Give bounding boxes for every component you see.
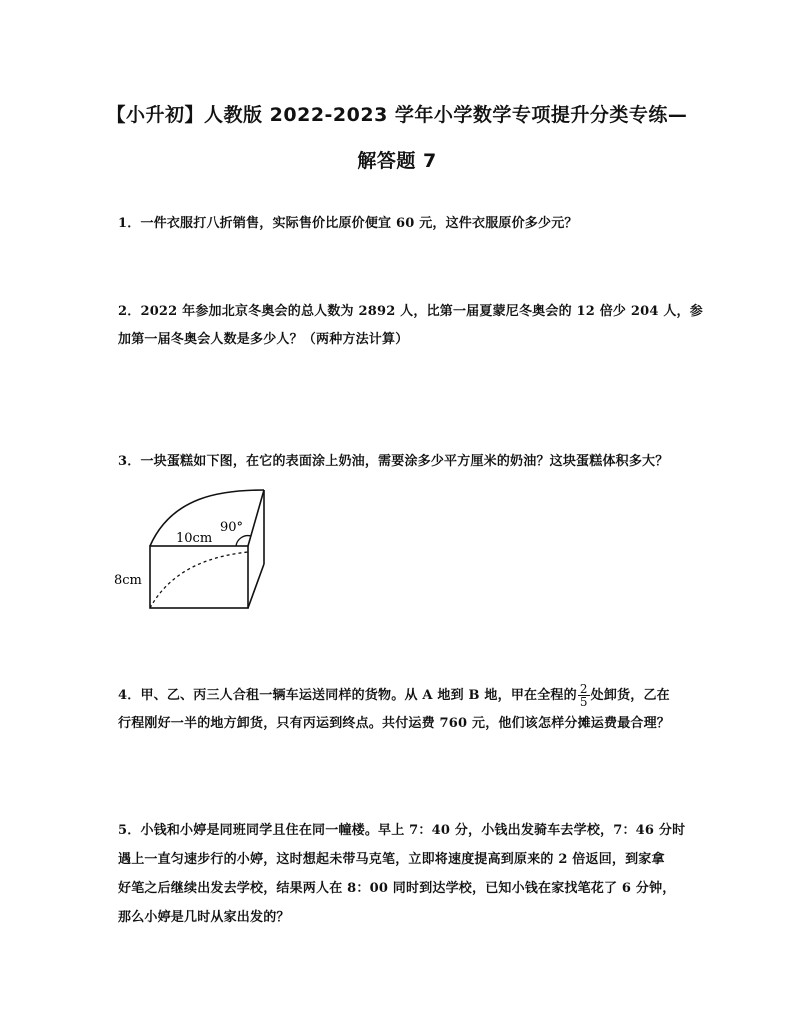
cake-figure (112, 486, 282, 616)
page-title-line-2: 解答题 7 (357, 150, 437, 172)
question-3 (118, 448, 688, 476)
question-5-text-line-4: 那么小婷是几时从家出发的？ (118, 910, 290, 925)
question-4-text-after-fraction: 处卸货，乙在 (590, 688, 670, 703)
page-title-line-1: 【小升初】人教版 2022-2023 学年小学数学专项提升分类专练— (106, 104, 688, 126)
question-1-text: 1．一件衣服打八折销售，实际售价比原价便宜 60 元，这件衣服原价多少元？ (118, 216, 578, 231)
question-4-text-line-1 (118, 682, 688, 710)
quarter-cylinder-cake-diagram (112, 486, 282, 616)
question-5-text-line-2: 遇上一直匀速步行的小婷，这时想起未带马克笔，立即将速度提高到原来的 2 倍返回，到家拿 (118, 852, 665, 867)
question-1 (118, 210, 688, 238)
cake-hidden-arc (150, 552, 248, 608)
question-5 (118, 816, 688, 932)
question-4-text-line-2: 行程刚好一半的地方卸货，只有丙运到终点。共付运费 760 元，他们该怎样分摊运费最合理？ (118, 716, 670, 731)
cake-front-face (150, 546, 248, 608)
question-5-text-line-3: 好笔之后继续出发去学校，结果两人在 8：00 同时到达学校，已知小钱在家找笔花了 6 分钟， (118, 881, 676, 896)
cake-bottom-slant-edge (248, 564, 264, 608)
fraction-denominator: 5 (579, 695, 588, 709)
radius-label: 10cm (176, 531, 213, 546)
angle-label: 90° (220, 520, 244, 535)
question-4-text-before-fraction: 4．甲、乙、丙三人合租一辆车运送同样的货物。从 A 地到 B 地，甲在全程的 (118, 688, 577, 703)
question-2-text-line-2: 加第一届冬奥会人数是多少人？（两种方法计算） (118, 332, 409, 347)
fraction (578, 683, 590, 708)
question-4 (118, 682, 688, 738)
question-2 (118, 298, 703, 354)
question-5-text-line-1: 5．小钱和小婷是同班同学且住在同一幢楼。早上 7：40 分，小钱出发骑车去学校，7：46 分时 (118, 823, 686, 838)
cake-top-slant-edge (248, 490, 264, 546)
height-label: 8cm (114, 573, 142, 588)
fraction-numerator: 2 (579, 682, 588, 696)
question-3-text: 3．一块蛋糕如下图，在它的表面涂上奶油，需要涂多少平方厘米的奶油？这块蛋糕体积多大？ (118, 454, 669, 469)
question-2-text-line-1: 2．2022 年参加北京冬奥会的总人数为 2892 人，比第一届夏蒙尼冬奥会的 12 倍少 204 人，参 (118, 304, 703, 319)
